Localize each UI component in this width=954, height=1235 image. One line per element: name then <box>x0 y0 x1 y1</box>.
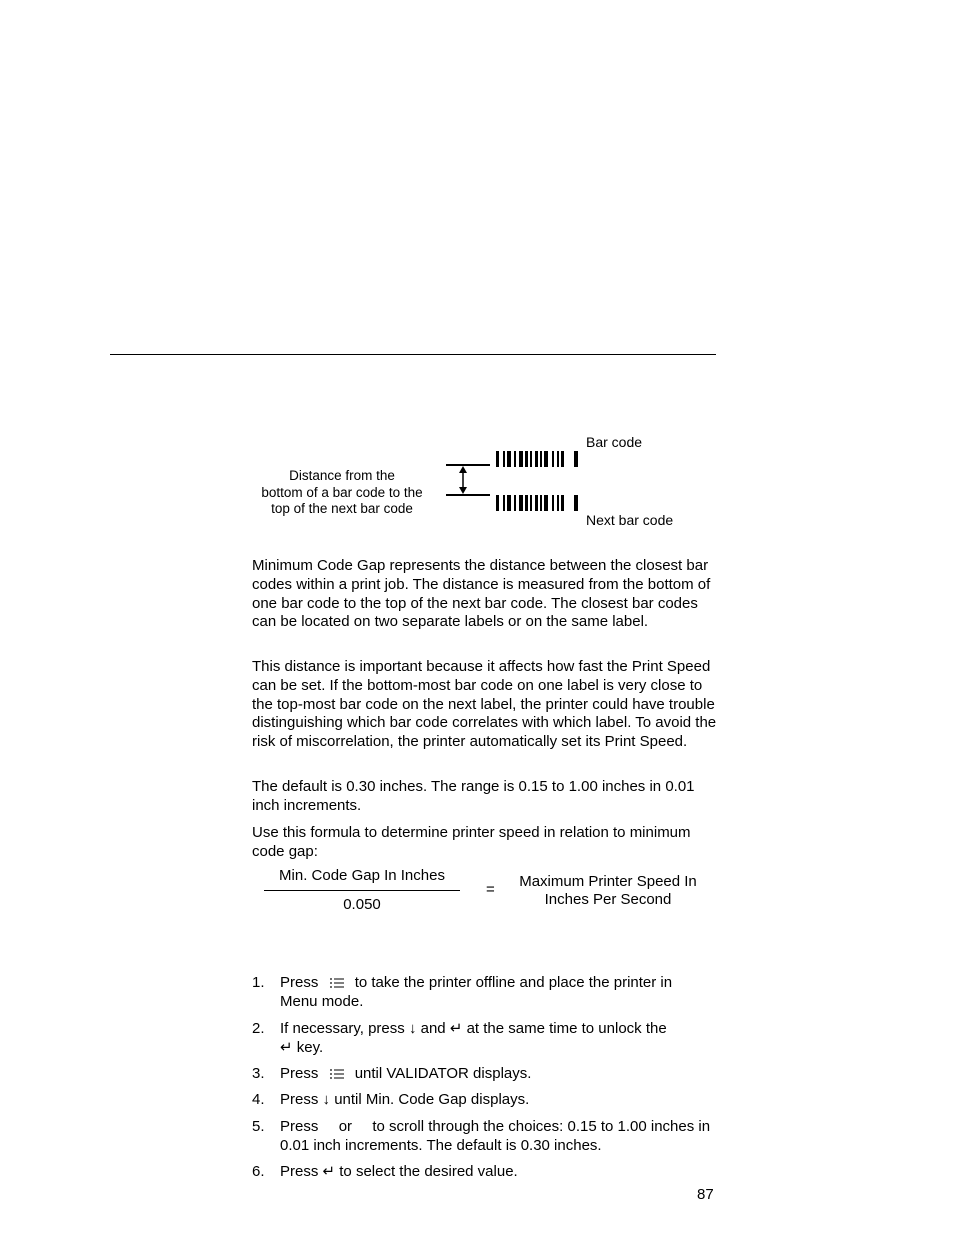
step-text: If necessary, press <box>280 1020 405 1037</box>
step-text: 0.01 inch increments. The default is 0.30 inches. <box>280 1136 602 1154</box>
page-number: 87 <box>697 1186 714 1203</box>
menu-icon <box>329 976 345 990</box>
step-text: key. <box>296 1038 324 1056</box>
step-text: or <box>338 1118 353 1135</box>
formula-result <box>500 873 716 909</box>
formula-numerator: Min. Code Gap In Inches <box>279 867 445 884</box>
formula-denominator: 0.050 <box>343 896 381 913</box>
step-number: 5. <box>252 1118 265 1135</box>
step-number: 2. <box>252 1020 265 1037</box>
enter-key-icon: ↵ <box>322 1163 336 1180</box>
formula-result-line: Maximum Printer Speed In <box>519 873 697 890</box>
step-text: until VALIDATOR displays. <box>354 1065 532 1082</box>
enter-key-icon: ↵ <box>449 1020 463 1037</box>
menu-icon <box>329 1067 345 1081</box>
step-text: to scroll through the choices: 0.15 to 1.00 inches in <box>372 1118 711 1135</box>
step-text: Press <box>280 1118 319 1135</box>
distance-label <box>250 468 434 518</box>
paragraph-default: The default is 0.30 inches. The range is 0.15 to 1.00 inches in 0.01 inch increments. <box>252 778 695 814</box>
step-text: to select the desired value. <box>339 1163 518 1180</box>
distance-label-line: top of the next bar code <box>271 501 413 516</box>
step-number: 1. <box>252 974 265 991</box>
fraction-bar <box>264 890 460 891</box>
step-text: and <box>420 1020 446 1037</box>
code-gap-diagram <box>440 445 585 515</box>
step-text: Press <box>280 1065 319 1082</box>
double-arrow-icon <box>459 466 467 494</box>
enter-key-icon: ↵ <box>280 1038 293 1056</box>
paragraph-importance: This distance is important because it affects how fast the Print Speed can be set. If the bottom-most bar code on one label is very close to the top-most bar code on the next label, the printer could have trouble distinguishing which bar code correlates with which label. To avoid the risk of miscorrelation, the printer automatically set its Print Speed. <box>252 658 717 751</box>
step-number: 4. <box>252 1091 265 1108</box>
paragraph-description: Minimum Code Gap represents the distance between the closest bar codes within a print job. The distance is measured from the bottom of one bar code to the top of the next bar code. The closest bar codes can be located on two separate labels or on the same label. <box>252 557 711 631</box>
paragraph-formula-intro: Use this formula to determine printer speed in relation to minimum code gap: <box>252 824 691 860</box>
section-rule <box>110 354 716 355</box>
top-bar-code-icon <box>496 451 578 467</box>
step-text: at the same time to unlock the <box>466 1020 667 1037</box>
down-arrow-icon: ↓ <box>322 1091 331 1108</box>
step-text: Menu mode. <box>280 992 364 1010</box>
step-text: until Min. Code Gap displays. <box>334 1091 530 1108</box>
bar-code-label: Bar code <box>586 434 643 450</box>
step-number: 3. <box>252 1065 265 1082</box>
step-text: Press <box>280 1163 319 1180</box>
formula-result-line: Inches Per Second <box>544 891 672 908</box>
bottom-bar-code-icon <box>496 495 578 511</box>
step-text: Press <box>280 974 319 991</box>
step-number: 6. <box>252 1163 265 1180</box>
formula-equals: = <box>486 881 495 898</box>
distance-label-line: Distance from the <box>289 468 395 483</box>
step-text: Press <box>280 1091 319 1108</box>
distance-label-line: bottom of a bar code to the <box>261 484 423 500</box>
step-text: to take the printer offline and place the printer in <box>354 974 673 991</box>
down-arrow-icon: ↓ <box>408 1020 417 1037</box>
next-bar-code-label: Next bar code <box>586 512 674 528</box>
